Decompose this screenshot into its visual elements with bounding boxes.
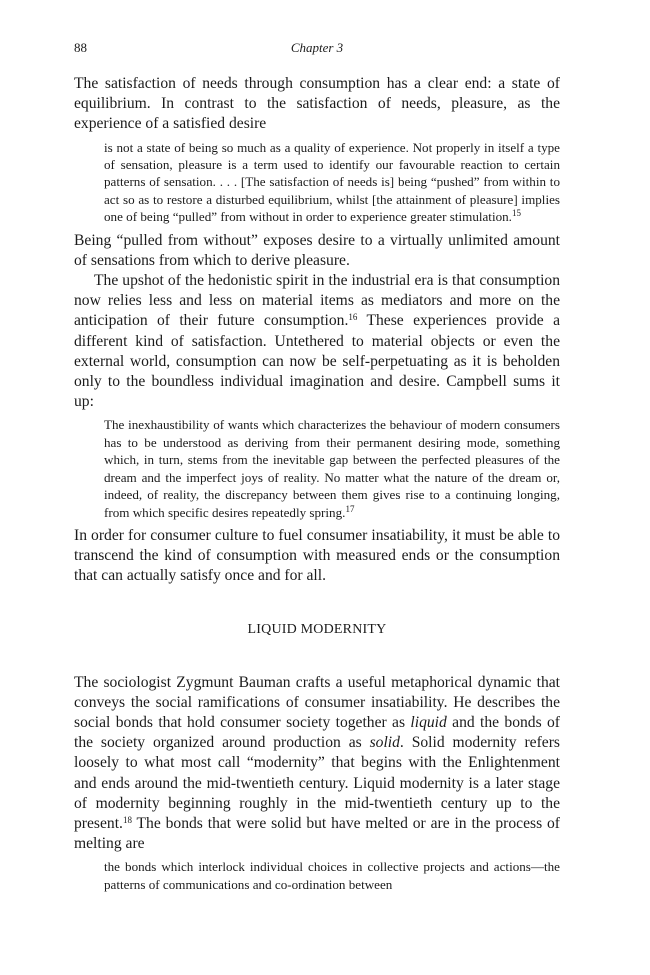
- quote-1-text: is not a state of being so much as a quality of experience. Not properly in itself a type of sensation, pleasure is a term used to identify our favourable reaction to certain patterns of sensation. . . . [The satisfaction of needs is] being “pushed” from within to act so as to restore a disturbed equilibrium, whilst [the attainment of pleasure] implies one of being “pulled” from without in order to experience greater stimulation.: [104, 139, 560, 225]
- term-liquid: liquid: [410, 713, 447, 731]
- footnote-ref-16: 16: [348, 312, 358, 323]
- running-head: [74, 40, 560, 64]
- paragraph-3-part-1: The upshot of the hedonistic spirit in the industrial era is that consumption now relies less and less on material items as mediators and more on the anticipation of their future consumption.: [74, 272, 560, 330]
- paragraph-5-part-2: and the bonds of the society organized around production as: [74, 713, 561, 752]
- paragraph-2: Being “pulled from without” exposes desire to a virtually unlimited amount of sensations from which to derive pleasure.: [74, 231, 560, 269]
- chapter-label: Chapter 3: [290, 40, 344, 55]
- paragraph-5-part-1: The sociologist Zygmunt Bauman crafts a useful metaphorical dynamic that conveys the social ramifications of consumer insatiability. He describes the social bonds that hold consumer society together as: [74, 673, 560, 731]
- footnote-ref-17: 17: [345, 503, 355, 514]
- paragraph-5: [74, 673, 560, 855]
- footnote-ref-18: 18: [122, 814, 132, 825]
- footnote-ref-15: 15: [511, 208, 521, 219]
- paragraph-5-part-4: The bonds that were solid but have melted or are in the process of melting are: [74, 814, 560, 853]
- page-number: 88: [74, 40, 87, 55]
- paragraph-1: The satisfaction of needs through consumption has a clear end: a state of equilibrium. In contrast to the satisfaction of needs, pleasure, as the experience of a satisfied desire: [74, 75, 560, 133]
- section-heading: LIQUID MODERNITY: [247, 621, 387, 637]
- term-solid: solid: [369, 734, 400, 752]
- quote-2-text: The inexhaustibility of wants which characterizes the behaviour of modern consumers has to be understood as deriving from their permanent desiring mode, something which, in turn, stems from the inevitable gap between the perfected pleasures of the dream and the imperfect joys of reality. No matter what the nature of the dream or, indeed, of reality, the discrepancy between them gives rise to a continuing longing, from which specific desires repeatedly spring.: [104, 417, 560, 520]
- paragraph-3-part-2: These experiences provide a different kind of satisfaction. Untethered to material objects or even the external world, consumption can now be self-perpetuating as it is beholden only to the boundless individual imagination and desire. Campbell sums it up:: [74, 312, 560, 411]
- book-page: [74, 40, 560, 898]
- block-quote-3: [104, 858, 560, 893]
- block-quote-1: [104, 139, 560, 226]
- block-quote-2: [104, 416, 560, 520]
- paragraph-4: In order for consumer culture to fuel consumer insatiability, it must be able to transcend the kind of consumption with measured ends or the consumption that can actually satisfy once and for all.: [74, 526, 560, 585]
- paragraph-5-part-3: . Solid modernity refers loosely to what most call “modernity” that begins with the Enlightenment and ends around the mid-twentieth century. Liquid modernity is a later stage of modernity beginning roughly in the mid-twentieth century up to the present.: [74, 734, 560, 832]
- paragraph-3: [74, 271, 560, 412]
- quote-3-text: the bonds which interlock individual choices in collective projects and actions—the patterns of communications and co-ordination between: [104, 859, 560, 892]
